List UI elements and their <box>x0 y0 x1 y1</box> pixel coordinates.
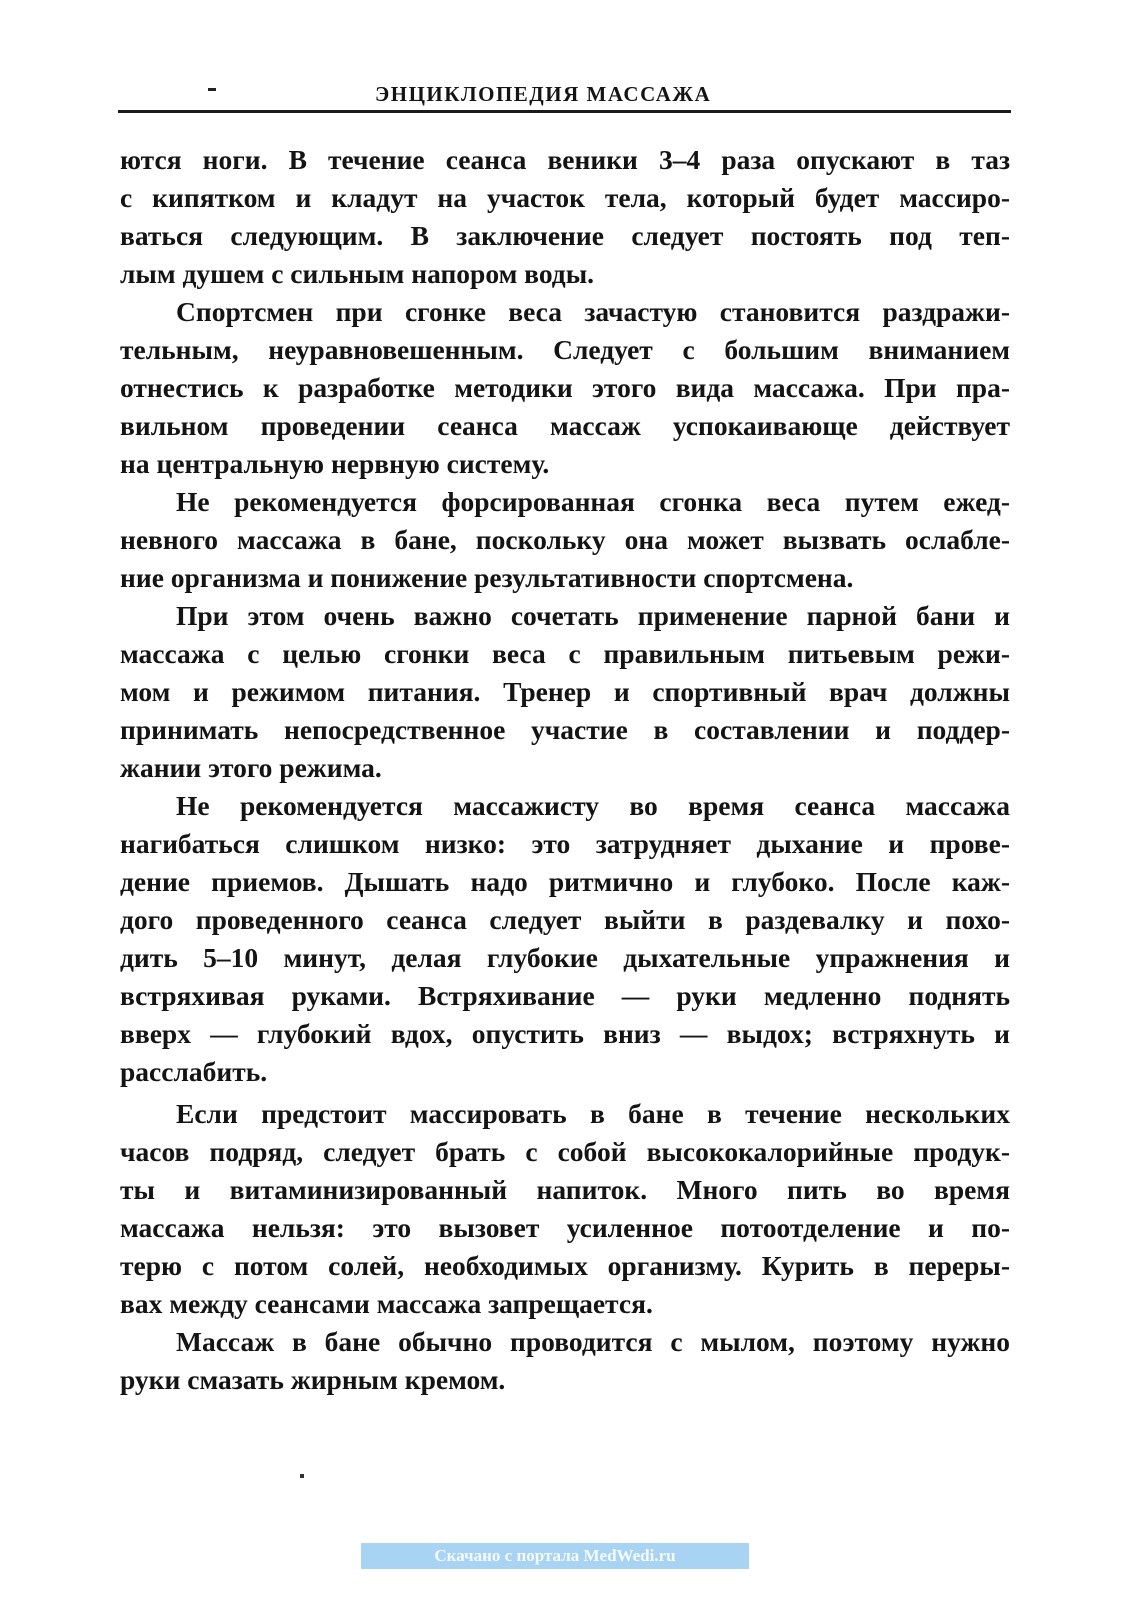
text-line: нагибаться слишком низко: это затрудняет дыхание и прове- <box>120 828 1010 859</box>
text-line: ты и витаминизированный напиток. Много пить во время <box>120 1174 1010 1205</box>
running-header: ЭНЦИКЛОПЕДИЯ МАССАЖА <box>375 82 712 106</box>
text-line: часов подряд, следует брать с собой высококалорийные продук- <box>120 1136 1010 1167</box>
text-line: вах между сеансами массажа запрещается. <box>120 1288 653 1319</box>
header-mark <box>208 88 216 91</box>
text-line: тельным, неуравновешенным. Следует с большим вниманием <box>120 334 1010 365</box>
text-line: терю с потом солей, необходимых организму. Курить в переры- <box>120 1250 1010 1281</box>
text-line: невного массажа в бане, поскольку она может вызвать ослабле- <box>120 524 1010 555</box>
text-line: дого проведенного сеанса следует выйти в раздевалку и похо- <box>120 904 1010 935</box>
header-rule <box>118 110 1011 113</box>
text-line: вверх — глубокий вдох, опустить вниз — выдох; встряхнуть и <box>120 1018 1010 1049</box>
text-line: руки смазать жирным кремом. <box>120 1364 506 1395</box>
text-line: ваться следующим. В заключение следует постоять под теп- <box>120 220 1010 251</box>
text-line: с кипятком и кладут на участок тела, который будет массиро- <box>120 182 1010 213</box>
text-line: Не рекомендуется форсированная сгонка веса путем ежед- <box>176 486 1010 517</box>
text-line: ние организма и понижение результативности спортсмена. <box>120 562 854 593</box>
watermark-banner: Скачано с портала MedWedi.ru <box>361 1543 749 1569</box>
text-line: Не рекомендуется массажисту во время сеанса массажа <box>176 790 1010 821</box>
text-line: дение приемов. Дышать надо ритмично и глубоко. После каж- <box>120 866 1010 897</box>
print-speck <box>300 1474 304 1478</box>
text-line: встряхивая руками. Встряхивание — руки медленно поднять <box>120 980 1010 1011</box>
text-line: массажа с целью сгонки веса с правильным питьевым режи- <box>120 638 1010 669</box>
text-line: Спортсмен при сгонке веса зачастую становится раздражи- <box>176 296 1010 327</box>
text-line: Массаж в бане обычно проводится с мылом, поэтому нужно <box>176 1326 1010 1357</box>
text-line: жании этого режима. <box>120 752 382 783</box>
text-line: дить 5–10 минут, делая глубокие дыхательные упражнения и <box>120 942 1010 973</box>
text-line: вильном проведении сеанса массаж успокаивающе действует <box>120 410 1010 441</box>
text-line: Если предстоит массировать в бане в течение нескольких <box>176 1098 1010 1129</box>
text-line: ются ноги. В течение сеанса веники 3–4 раза опускают в таз <box>120 144 1010 175</box>
text-line: принимать непосредственное участие в составлении и поддер- <box>120 714 1010 745</box>
text-line: мом и режимом питания. Тренер и спортивный врач должны <box>120 676 1010 707</box>
text-line: расслабить. <box>120 1056 268 1087</box>
text-line: на центральную нервную систему. <box>120 448 550 479</box>
text-line: При этом очень важно сочетать применение парной бани и <box>176 600 1010 631</box>
text-line: отнестись к разработке методики этого вида массажа. При пра- <box>120 372 1010 403</box>
text-line: лым душем с сильным напором воды. <box>120 258 595 289</box>
text-line: массажа нельзя: это вызовет усиленное потоотделение и по- <box>120 1212 1010 1243</box>
